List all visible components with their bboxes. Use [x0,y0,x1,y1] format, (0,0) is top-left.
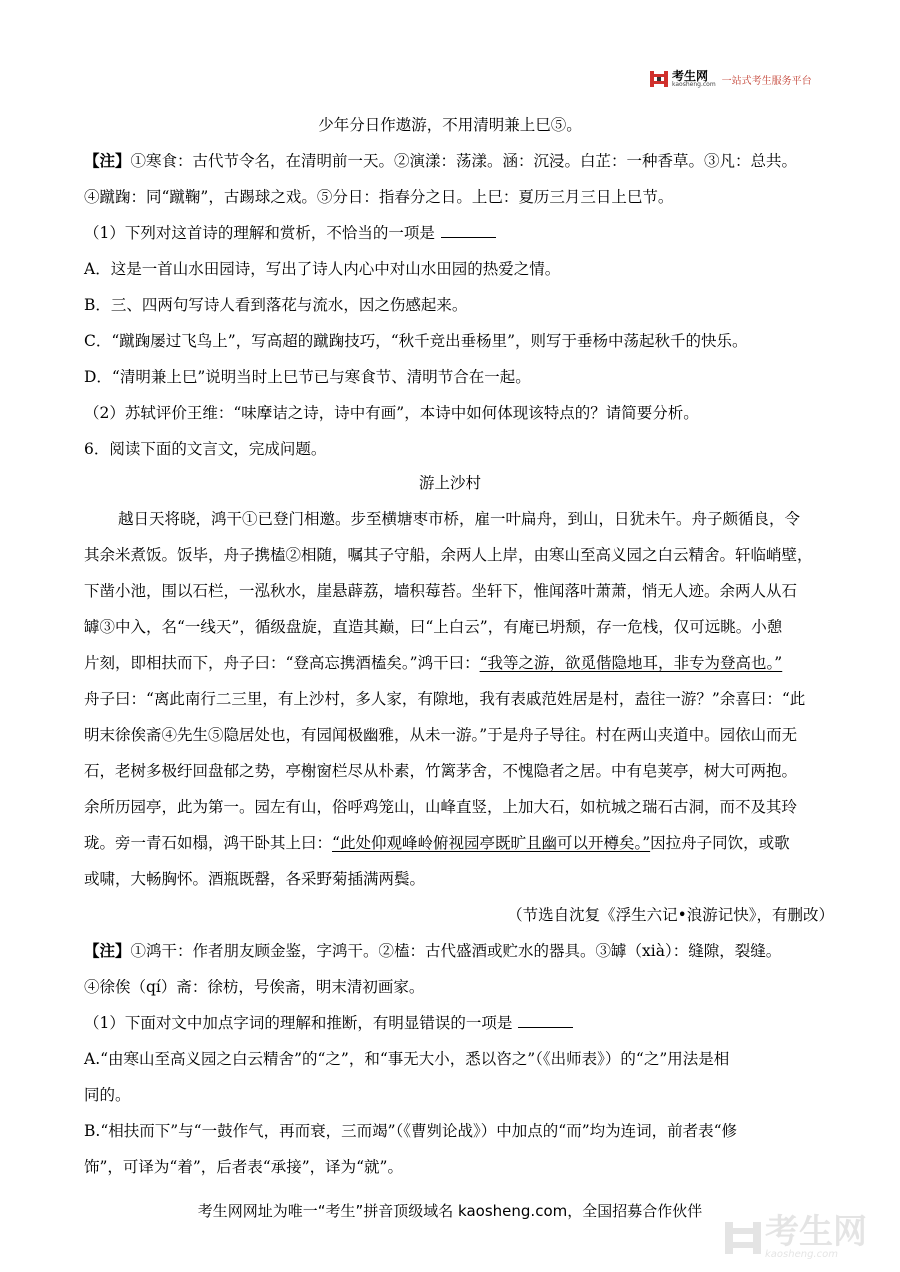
q6-1-option-b: B.“相扶而下”与“一鼓作气，再而衰，三而竭”（《曹刿论战》）中加点的“而”均为连词，前者表“修 [84,1122,738,1140]
watermark [725,1212,867,1260]
answer-blank[interactable] [441,223,496,238]
notes-1-line-2: ④蹴踘：同“蹴鞠”，古踢球之戏。⑤分日：指春分之日。上巳：夏历三月三日上巳节。 [84,188,674,206]
q5-option-b: B．三、四两句写诗人看到落花与流水，因之伤感起来。 [84,296,468,314]
logo-icon [650,70,668,88]
notes-2-line-2: ④徐俟（qí）斋：徐枋，号俟斋，明末清初画家。 [84,978,425,996]
q6-1-option-a: A.“由寒山至高义园之白云精舍”的“之”，和“事无大小，悉以咨之”（《出师表》）的“之”用法是相 [84,1050,730,1068]
watermark-logo-icon [725,1220,761,1256]
passage-line: 片刻，即相扶而下，舟子曰：“登高忘携酒榼矣。”鸿干曰：“我等之游，欲觅偕隐地耳，非专为登高也。” [84,654,783,672]
poem-last-line: 少年分日作遨游，不用清明兼上巳⑤。 [318,116,582,134]
passage-line: 罅③中入，名“一线天”，循级盘旋，直造其巅，曰“上白云”，有庵已坍颓，存一危栈，仅可远眺。小憩 [84,618,783,636]
q6-1-option-b-cont: 饰”，可译为“着”，后者表“承接”，译为“就”。 [84,1158,403,1176]
q5-part-1: （1）下列对这首诗的理解和赏析，不恰当的一项是 [84,222,496,244]
passage-line: 明末徐俟斋④先生⑤隐居处也，有园闻极幽雅，从未一游。”于是舟子导往。村在两山夹道中。园依山而无 [84,726,798,744]
notes-label: 【注】 [84,941,131,960]
underlined-sentence-2: “此处仰观峰岭俯视园亭既旷且幽可以开樽矣。” [332,834,651,852]
logo-brand: 考生网 [672,69,709,83]
notes-1-line-1: 【注】①寒食：古代节令名，在清明前一天。②演漾：荡漾。涵：沉浸。白芷：一种香草。③凡：总共。 [84,151,798,170]
passage-line: 下凿小池，围以石栏，一泓秋水，崖悬薜荔，墙积莓苔。坐轩下，惟闻落叶萧萧，悄无人迹。余两人从石 [84,582,798,600]
passage-line: 舟子曰：“离此南行二三里，有上沙村，多人家，有隙地，我有表戚范姓居是村，盍往一游？”余喜曰：“此 [84,690,806,708]
passage-line: 越日天将晓，鸿干①已登门相邀。步至横塘枣市桥，雇一叶扁舟，到山，日犹未午。舟子颇循良，令 [118,510,801,528]
q6-1-stem: （1）下面对文中加点字词的理解和推断，有明显错误的一项是 [84,1012,573,1034]
underlined-sentence-1: “我等之游，欲觅偕隐地耳，非专为登高也。” [479,654,783,672]
watermark-brand: 考生网 [765,1212,867,1252]
passage-line: 或啸，大畅胸怀。酒瓶既罄，各采野菊插满两鬓。 [84,870,426,888]
logo-domain: kaosheng.com [672,81,716,88]
logo-slogan: 一站式考生服务平台 [721,75,812,87]
q6-intro: 6．阅读下面的文言文，完成问题。 [84,440,327,458]
passage-source: （节选自沈复《浮生六记•浪游记快》，有删改） [507,906,834,924]
notes-label: 【注】 [84,151,131,170]
answer-blank[interactable] [518,1013,573,1028]
page-footer: 考生网网址为唯一“考生”拼音顶级域名 kaosheng.com，全国招募合作伙伴 [197,1202,703,1220]
passage-line: 其余米煮饭。饭毕，舟子携榼②相随，嘱其子守船，余两人上岸，由寒山至高义园之白云精舍。轩临峭壁， [84,546,813,564]
q5-option-a: A．这是一首山水田园诗，写出了诗人内心中对山水田园的热爱之情。 [84,260,561,278]
q5-part-2: （2）苏轼评价王维：“味摩诘之诗，诗中有画”，本诗中如何体现该特点的？请简要分析。 [84,404,699,422]
header-logo [650,70,812,88]
passage-line: 珑。旁一青石如榻，鸿干卧其上曰：“此处仰观峰岭俯视园亭既旷且幽可以开樽矣。”因拉舟子同饮，或歌 [84,834,790,852]
q5-option-d: D．“清明兼上巳”说明当时上巳节已与寒食节、清明节合在一起。 [84,368,531,386]
notes-2-line-1: 【注】①鸿干：作者朋友顾金鉴，字鸿干。②榼：古代盛酒或贮水的器具。③罅（xià）：缝隙，裂缝。 [84,941,782,960]
watermark-domain: kaosheng.com [765,1249,838,1260]
passage-title: 游上沙村 [418,474,481,492]
q6-1-option-a-cont: 同的。 [84,1086,131,1104]
passage-line: 石，老树多极纡回盘郁之势，亭榭窗栏尽从朴素，竹篱茅舍，不愧隐者之居。中有皂荚亭，树大可两抱。 [84,762,798,780]
passage-line: 余所历园亭，此为第一。园左有山，俗呼鸡笼山，山峰直竖，上加大石，如杭城之瑞石古洞，而不及其玲 [84,798,798,816]
q5-option-c: C．“蹴踘屡过飞鸟上”，写高超的蹴踘技巧，“秋千竞出垂杨里”，则写于垂杨中荡起秋千的快乐。 [84,332,748,350]
